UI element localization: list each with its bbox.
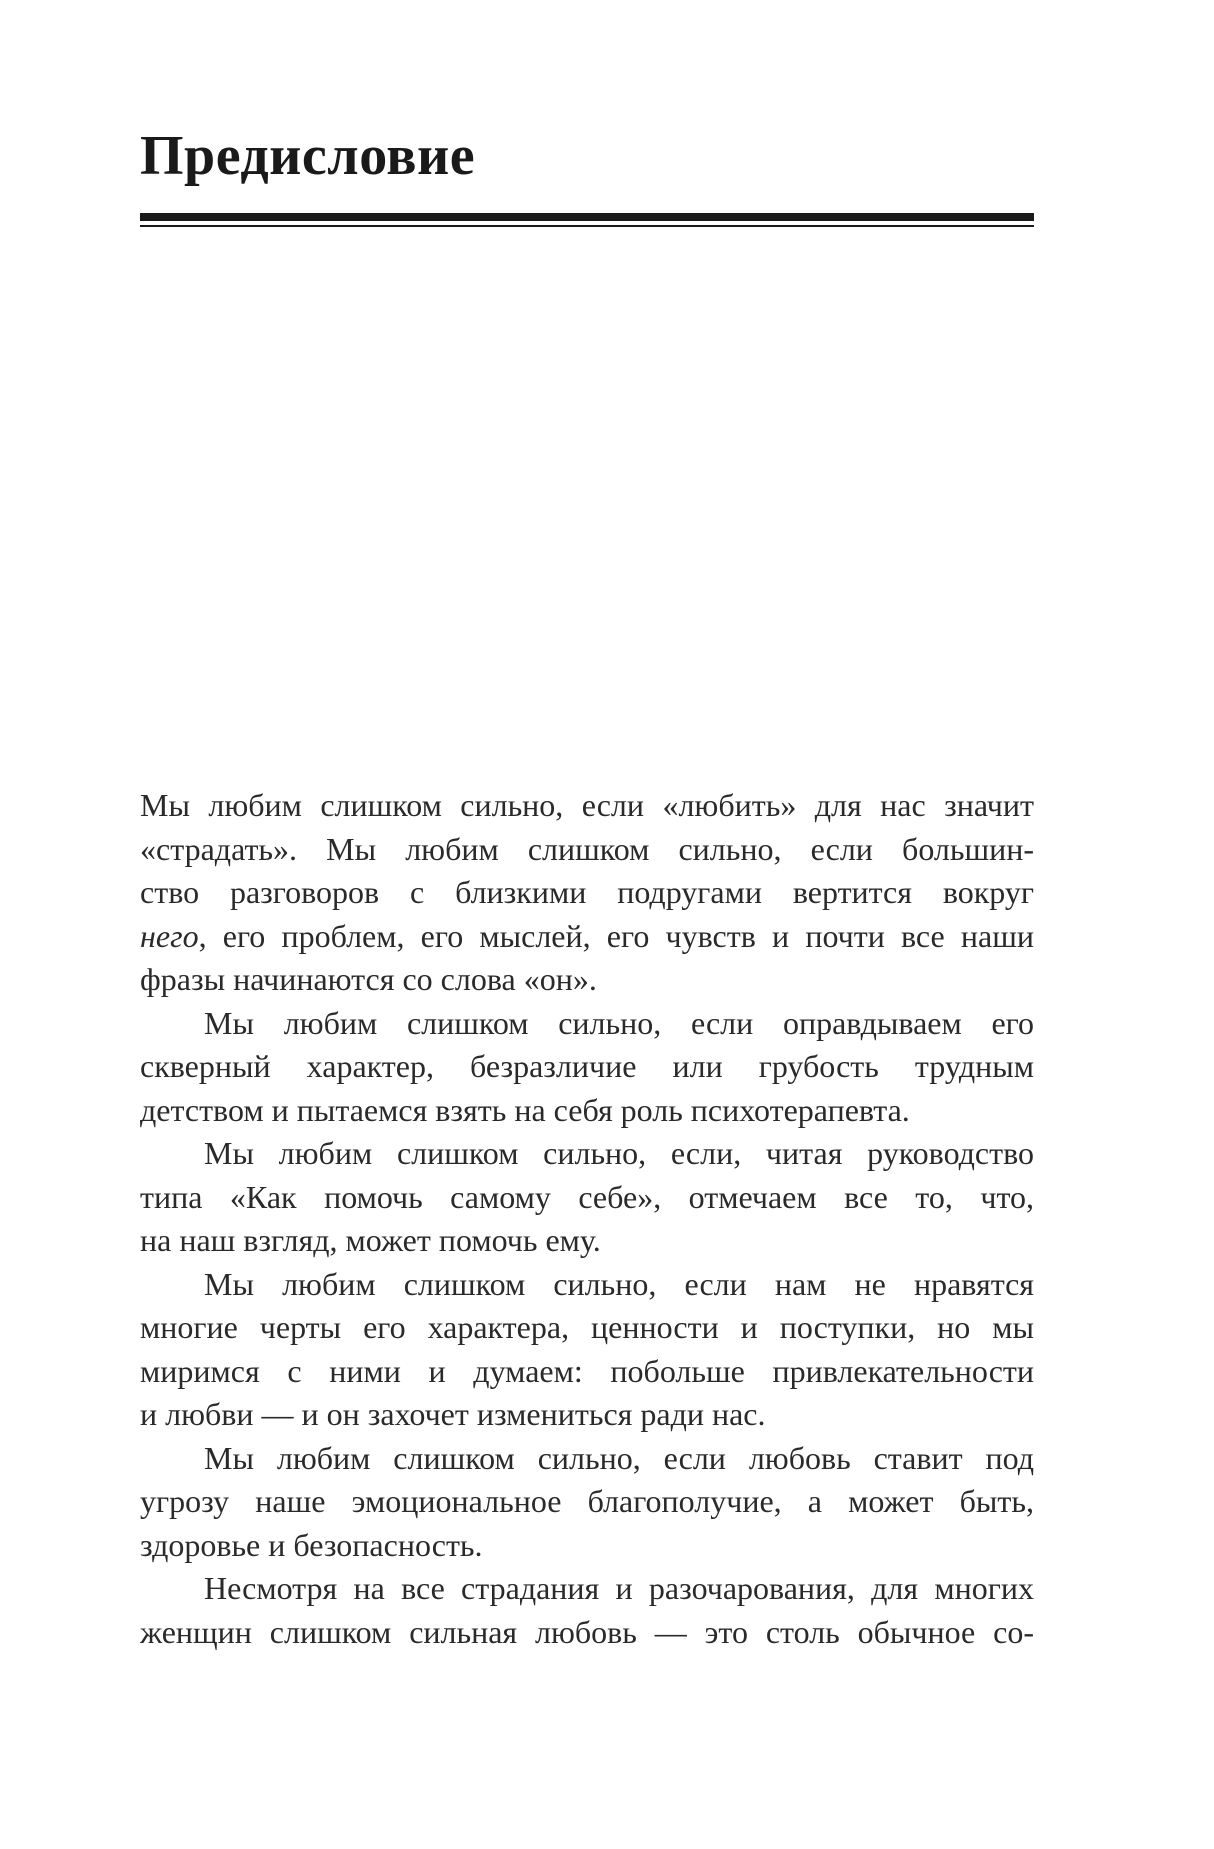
text-line: и любви — и он захочет измениться ради нас. xyxy=(140,1396,766,1432)
text-line xyxy=(140,915,1034,959)
text-line: ство разговоров с близкими подругами вертится вокруг xyxy=(140,874,1034,910)
emphasis-word: него xyxy=(140,917,199,954)
text-line: «страдать». Мы любим слишком сильно, если большин- xyxy=(140,830,1034,867)
text-line: женщин слишком сильная любовь — это столь обычное со- xyxy=(140,1613,1034,1650)
paragraph-6 xyxy=(140,1567,1034,1654)
title-rule-thick xyxy=(140,213,1034,221)
text-line: Мы любим слишком сильно, если оправдываем его xyxy=(204,1004,1034,1041)
text-line: Мы любим слишком сильно, если «любить» для нас значит xyxy=(140,787,1034,823)
text-line: угрозу наше эмоциональное благополучие, а может быть, xyxy=(140,1483,1034,1519)
text-line: Мы любим слишком сильно, если, читая руководство xyxy=(204,1135,1034,1171)
paragraph-5 xyxy=(140,1437,1034,1568)
paragraph-2 xyxy=(140,1002,1034,1133)
text-line: здоровье и безопасность. xyxy=(140,1526,483,1563)
text-line: Мы любим слишком сильно, если любовь ставит под xyxy=(204,1439,1034,1476)
body-text xyxy=(140,784,1034,1654)
paragraph-4 xyxy=(140,1263,1034,1437)
text-line: Несмотря на все страдания и разочарования, для многих xyxy=(204,1570,1034,1606)
text-line: детством и пытаемся взять на себя роль психотерапевта. xyxy=(140,1091,910,1128)
title-rule-thin xyxy=(140,225,1034,227)
text-line: Мы любим слишком сильно, если нам не нравятся xyxy=(204,1265,1034,1302)
paragraph-3 xyxy=(140,1132,1034,1263)
text-line: на наш взгляд, может помочь ему. xyxy=(140,1222,601,1258)
text-line: типа «Как помочь самому себе», отмечаем все то, что, xyxy=(140,1178,1034,1215)
chapter-title: Предисловие xyxy=(140,125,476,187)
text-line: скверный характер, безразличие или грубость трудным xyxy=(140,1048,1034,1084)
text-fragment: , его проблем, его мыслей, его чувств и почти все наши xyxy=(198,917,1034,954)
text-line: миримся с ними и думаем: побольше привлекательности xyxy=(140,1352,1034,1389)
paragraph-1 xyxy=(140,784,1034,1002)
text-line: фразы начинаются со слова «он». xyxy=(140,961,597,997)
text-line: многие черты его характера, ценности и поступки, но мы xyxy=(140,1309,1034,1345)
